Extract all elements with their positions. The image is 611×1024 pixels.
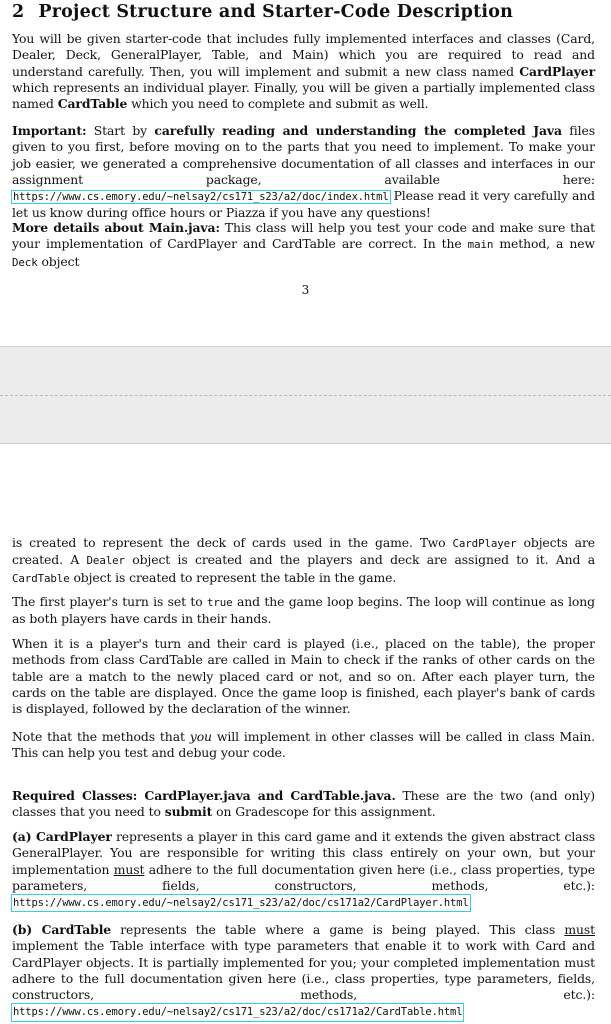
page-break-divider (0, 395, 611, 396)
cardtable-item: (b) CardTable represents the table where a game is being played. This class must implement the Table interface with type parameters that enable it to work with Card and CardPlayer objects. It is partially implemented for you; your completed implementation must adhere to the full documentation given here (i.e., class properties, type parameters, fields, constructors, methods, etc.): https://www.cs.emory.edu/~nelsay2/cs171_s23/a2/doc/cs171a2/CardTable.html (12, 922, 595, 1021)
player-turn-paragraph: When it is a player's turn and their card is played (i.e., placed on the table), the proper methods from class CardTable are called in Main to check if the ranks of other cards on the table are a match to the newly placed card or not, and so on. After each player turn, the cards on the table are displayed. Once the game loop is finished, each player's bank of cards is displayed, followed by the declaration of the winner. (12, 636, 595, 717)
cardplayer-doc-link[interactable]: https://www.cs.emory.edu/~nelsay2/cs171_s23/a2/doc/cs171a2/CardPlayer.html (12, 895, 470, 911)
doc-index-link[interactable]: https://www.cs.emory.edu/~nelsay2/cs171_s23/a2/doc/index.html (13, 191, 389, 204)
pdf-page-3 (0, 0, 611, 346)
intro-paragraph: You will be given starter-code that includes fully implemented interfaces and classes (Card, Dealer, Deck, GeneralPlayer, Table, and Main) which you are required to read and understand carefully. Then, you will implement and submit a new class named CardPlayer which represents an individual player. Finally, you will be given a partially implemented class named CardTable which you need to complete and submit as well. (12, 31, 595, 112)
pdf-page-4 (0, 444, 611, 1024)
required-classes-label: Required Classes: CardPlayer.java and CardTable.java. (12, 788, 396, 803)
main-details-paragraph: More details about Main.java: This class will help you test your code and make sure that your implementation of CardPlayer and CardTable are correct. In the main method, a new Deck object (12, 220, 596, 269)
required-classes-paragraph: Required Classes: CardPlayer.java and CardTable.java. These are the two (and only) classes that you need to submit on Gradescope for this assignment. (12, 788, 596, 820)
cardplayer-item-label: (a) CardPlayer (12, 829, 112, 844)
page-gap (0, 346, 611, 444)
note-paragraph: Note that the methods that you will implement in other classes will be called in class Main. This can help you test and debug your code. (12, 729, 596, 761)
section-number: 2 (12, 2, 25, 22)
section-heading (12, 2, 513, 22)
important-label: Important: (12, 123, 87, 138)
cardtable-item-label: (b) CardTable (12, 922, 112, 937)
page-number: 3 (301, 283, 310, 297)
cardplayer-item: (a) CardPlayer represents a player in this card game and it extends the given abstract class GeneralPlayer. You are responsible for writing this class entirely on your own, but your implementation must adhere to the full documentation given here (i.e., class properties, type parameters, fields, constructors, methods, etc.): https://www.cs.emory.edu/~nelsay2/cs171_s23/a2/doc/cs171a2/CardPlayer.html (12, 829, 595, 911)
main-details-continued: is created to represent the deck of cards used in the game. Two CardPlayer objects are created. A Dealer object is created and the players and deck are assigned to it. And a CardTable object is created to represent the table in the game. (12, 535, 596, 585)
cardtable-bold: CardTable (57, 96, 128, 112)
main-details-label: More details about Main.java: (12, 220, 220, 235)
important-paragraph: Important: Start by carefully reading and understanding the completed Java files given to you first, before moving on to the parts that you need to implement. To make your job easier, we generated a comprehensive documentation of all classes and interfaces in our assignment package, available here: https://www.cs.emory.edu/~nelsay2/cs171_s23/a2/doc/index.html Please read it very carefully and let us know during office hours or Piazza if you have any questions! (12, 123, 595, 221)
game-loop-paragraph: The first player's turn is set to true and the game loop begins. The loop will continue as long as both players have cards in their hands. (12, 594, 596, 627)
section-title: Project Structure and Starter-Code Description (38, 2, 513, 22)
cardtable-doc-link[interactable]: https://www.cs.emory.edu/~nelsay2/cs171_s23/a2/doc/cs171a2/CardTable.html (12, 1004, 463, 1020)
cardplayer-bold: CardPlayer (519, 63, 595, 79)
